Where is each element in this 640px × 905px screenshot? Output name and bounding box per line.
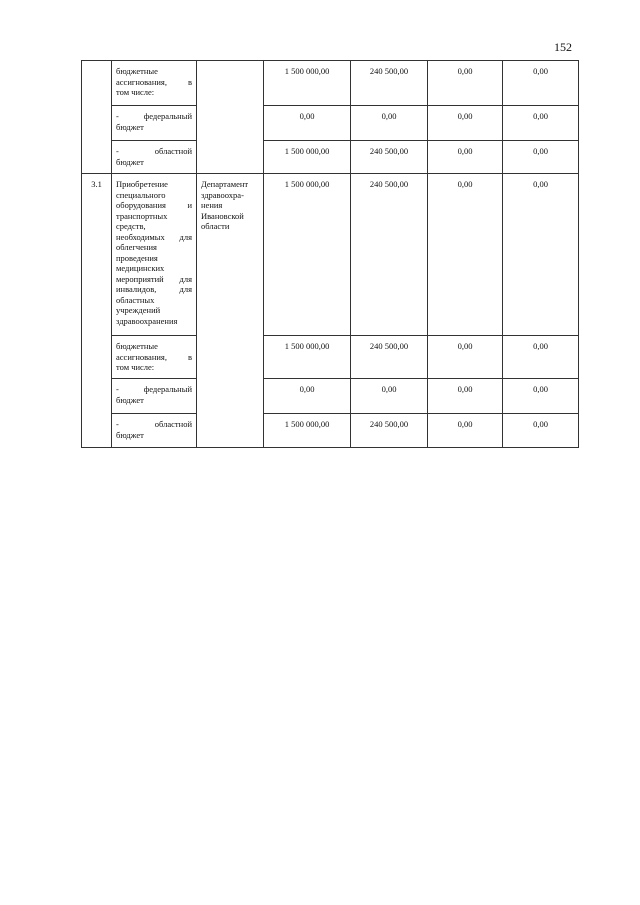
value-cell: 240 500,00 — [351, 61, 428, 106]
table-row — [82, 106, 579, 141]
value-cell: 0,00 — [503, 174, 579, 336]
row-label: бюджетные ассигнования, в том числе: — [112, 336, 197, 379]
value-cell: 1 500 000,00 — [264, 61, 351, 106]
table-row — [82, 414, 579, 448]
value-cell: 0,00 — [351, 379, 428, 414]
value-cell: 0,00 — [503, 336, 579, 379]
table-row — [82, 379, 579, 414]
value-cell: 0,00 — [264, 379, 351, 414]
budget-table — [81, 60, 579, 448]
item-executor: Департамент здравоохра- нения Ивановской области — [197, 174, 264, 448]
index-cell-empty — [82, 61, 112, 174]
value-cell: 240 500,00 — [351, 141, 428, 174]
value-cell: 0,00 — [428, 61, 503, 106]
value-cell: 1 500 000,00 — [264, 141, 351, 174]
table-row — [82, 61, 579, 106]
item-title: Приобретение специального оборудования и транспортных средств, необходимых для облегчения проведения медицинских мероприятий для инвалидов, для областных учреждений здравоохранения — [112, 174, 197, 336]
value-cell: 1 500 000,00 — [264, 174, 351, 336]
value-cell: 0,00 — [264, 106, 351, 141]
value-cell: 0,00 — [503, 141, 579, 174]
value-cell: 0,00 — [428, 174, 503, 336]
row-label: - федеральный бюджет — [112, 379, 197, 414]
row-label: бюджетные ассигнования, в том числе: — [112, 61, 197, 106]
value-cell: 240 500,00 — [351, 174, 428, 336]
value-cell: 0,00 — [428, 106, 503, 141]
row-label: - областной бюджет — [112, 141, 197, 174]
value-cell: 0,00 — [428, 141, 503, 174]
value-cell: 240 500,00 — [351, 336, 428, 379]
value-cell: 0,00 — [428, 379, 503, 414]
value-cell: 0,00 — [503, 379, 579, 414]
table-row — [82, 141, 579, 174]
value-cell: 0,00 — [503, 106, 579, 141]
value-cell: 0,00 — [428, 414, 503, 448]
table-row — [82, 174, 579, 336]
table-row — [82, 336, 579, 379]
row-label: - областной бюджет — [112, 414, 197, 448]
value-cell: 0,00 — [351, 106, 428, 141]
item-index: 3.1 — [82, 174, 112, 448]
value-cell: 1 500 000,00 — [264, 414, 351, 448]
row-label: - федеральный бюджет — [112, 106, 197, 141]
page-number: 152 — [554, 40, 572, 54]
value-cell: 1 500 000,00 — [264, 336, 351, 379]
value-cell: 0,00 — [428, 336, 503, 379]
value-cell: 0,00 — [503, 414, 579, 448]
value-cell: 240 500,00 — [351, 414, 428, 448]
value-cell: 0,00 — [503, 61, 579, 106]
executor-cell-empty — [197, 61, 264, 174]
